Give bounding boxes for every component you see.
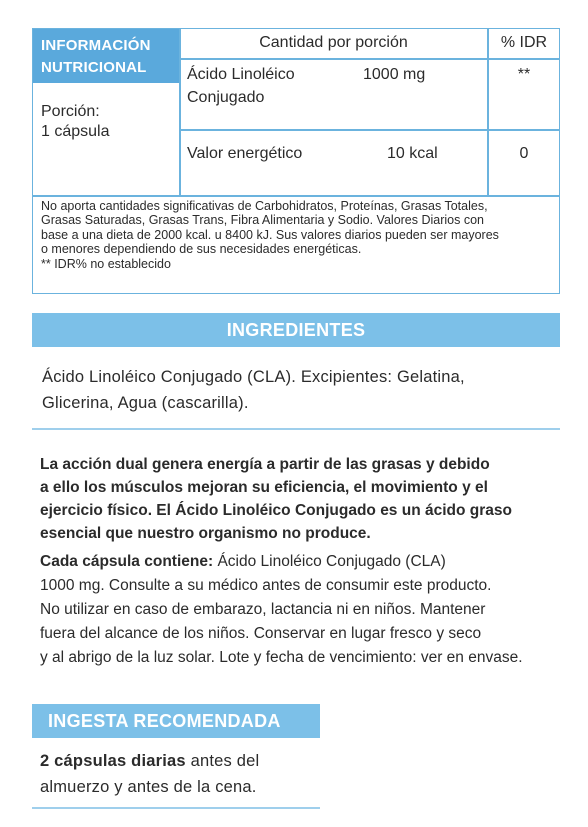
row-idr: 0	[519, 145, 529, 162]
ingredients-title: INGREDIENTES	[32, 313, 560, 347]
divider	[179, 129, 560, 131]
serving-value: 1 cápsula	[41, 123, 110, 140]
row-name: Conjugado	[187, 89, 265, 106]
ingredients-line: Ácido Linoléico Conjugado (CLA). Excipientes: Gelatina,	[42, 368, 465, 386]
row-amount: 1000 mg	[363, 66, 426, 83]
divider	[179, 58, 560, 60]
nutrition-header-line2: NUTRICIONAL	[41, 59, 147, 76]
intake-bold: 2 cápsulas diarias	[40, 752, 186, 770]
description-line: a ello los músculos mejoran su eficiencia, el movimiento y el	[40, 479, 488, 496]
section-divider	[32, 428, 560, 430]
footnote-line: base a una dieta de 2000 kcal. u 8400 kJ. Sus valores diarios pueden ser mayores	[41, 227, 499, 242]
col-header-amount: Cantidad por porción	[259, 34, 408, 51]
footnote-line: o menores dependiendo de sus necesidades energéticas.	[41, 242, 362, 257]
row-idr: **	[517, 66, 531, 83]
col-header-idr: % IDR	[500, 34, 548, 51]
contains-label: Cada cápsula contiene:	[40, 553, 214, 570]
contains-line: No utilizar en caso de embarazo, lactancia ni en niños. Mantener	[40, 601, 486, 618]
contains-first: Ácido Linoléico Conjugado (CLA)	[213, 553, 446, 570]
intake-rest: antes del	[185, 752, 260, 770]
divider	[33, 195, 560, 197]
footnote-line: Grasas Saturadas, Grasas Trans, Fibra Alimentaria y Sodio. Valores Diarios con	[41, 213, 485, 228]
section-divider	[32, 807, 320, 809]
description-line: ejercicio físico. El Ácido Linoléico Conjugado es un ácido graso	[40, 502, 512, 519]
contains-line: 1000 mg. Consulte a su médico antes de consumir este producto.	[40, 577, 492, 594]
row-name: Valor energético	[187, 145, 303, 162]
nutrition-header	[33, 29, 179, 83]
intake-text	[40, 748, 340, 800]
row-name: Ácido Linoléico	[187, 66, 295, 83]
description-line: esencial que nuestro organismo no produce.	[40, 525, 371, 542]
serving-label: Porción:	[41, 103, 100, 120]
contains-first-line	[40, 550, 560, 574]
footnote-line: No aporta cantidades significativas de Carbohidratos, Proteínas, Grasas Totales,	[41, 199, 488, 213]
nutrition-footnote	[41, 199, 555, 271]
row-amount: 10 kcal	[387, 145, 438, 162]
ingredients-line: Glicerina, Agua (cascarilla).	[42, 394, 249, 412]
contains-text	[40, 550, 560, 670]
description-line: La acción dual genera energía a partir de las grasas y debido	[40, 456, 490, 473]
intake-title: INGESTA RECOMENDADA	[32, 704, 320, 738]
footnote-line: ** IDR% no establecido	[41, 256, 171, 271]
intake-line2: almuerzo y antes de la cena.	[40, 778, 257, 796]
description-bold	[40, 453, 560, 545]
nutrition-header-line1: INFORMACIÓN	[41, 37, 151, 54]
ingredients-text	[42, 364, 562, 416]
contains-line: y al abrigo de la luz solar. Lote y fecha de vencimiento: ver en envase.	[40, 649, 523, 666]
intake-first-line	[40, 748, 340, 774]
nutrition-table	[32, 28, 560, 294]
contains-line: fuera del alcance de los niños. Conservar en lugar fresco y seco	[40, 625, 482, 642]
